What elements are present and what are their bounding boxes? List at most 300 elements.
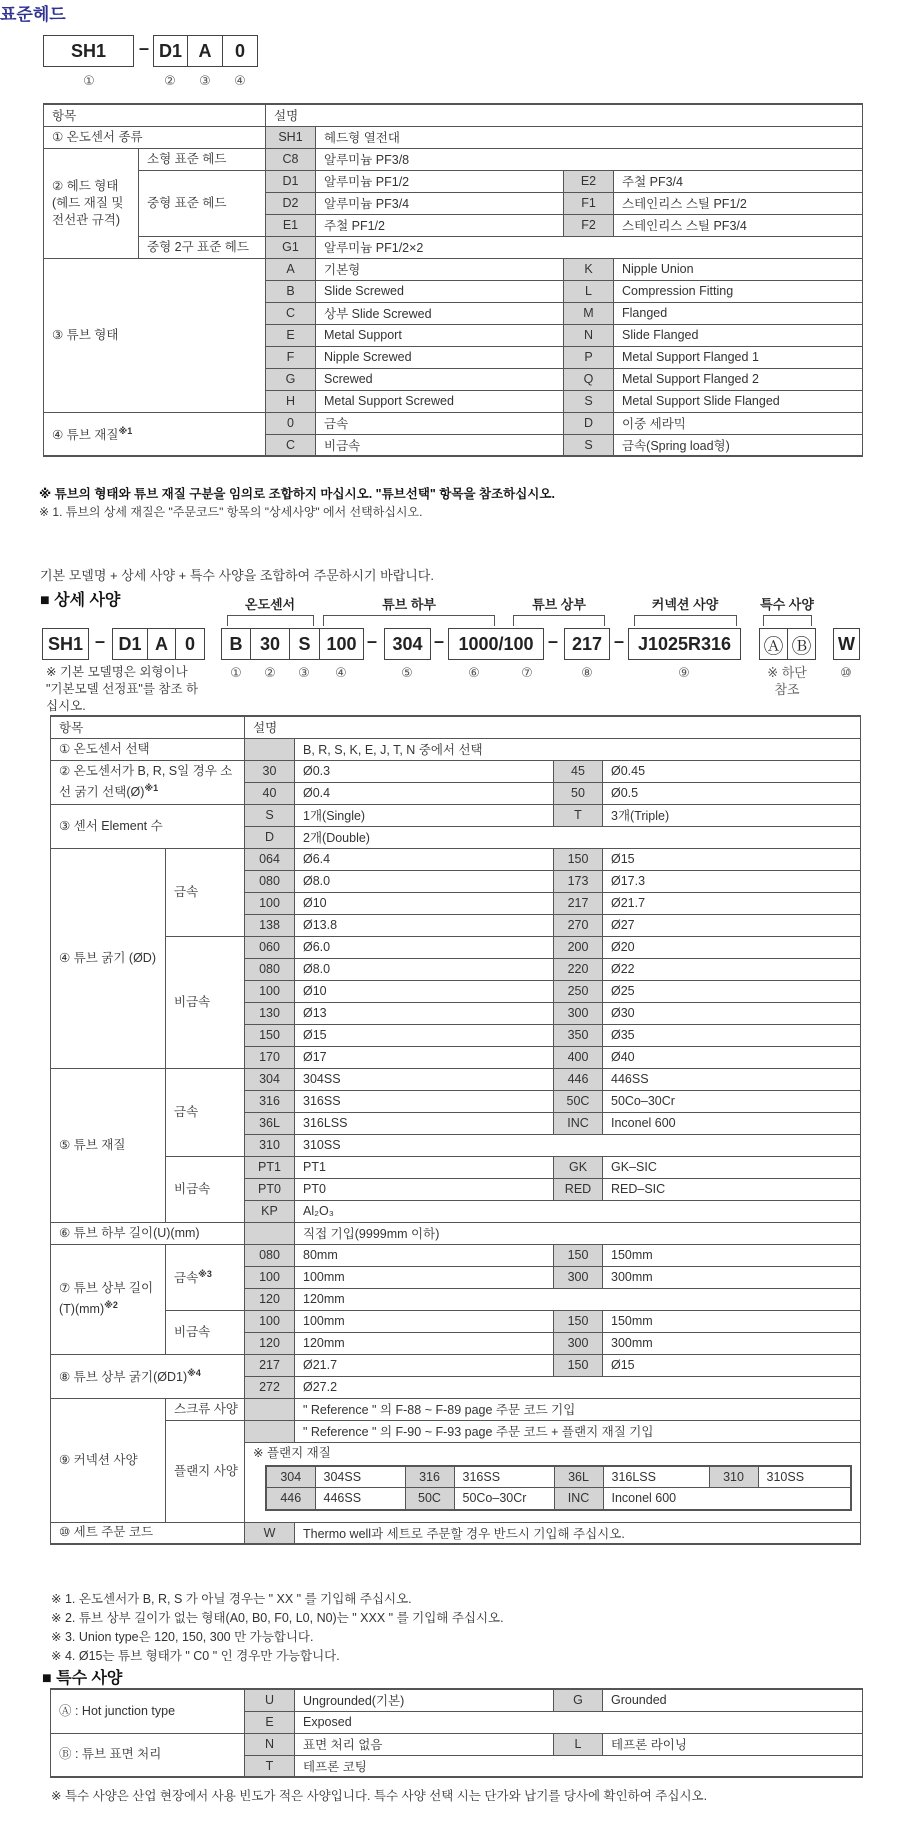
- description-cell: 알루미늄 PF1/2: [316, 170, 564, 192]
- description-cell: Ø21.7: [295, 1354, 554, 1376]
- description-cell: Metal Support Flanged 2: [614, 368, 863, 390]
- description-cell: 표면 처리 없음: [295, 1733, 554, 1755]
- description-cell: 1개(Single): [295, 804, 554, 826]
- code-box-a: A: [187, 35, 223, 67]
- code-cell: 446: [554, 1068, 603, 1090]
- code-dash: –: [139, 38, 150, 58]
- code-cell: C: [266, 302, 316, 324]
- detail-spec-table: [50, 715, 861, 1545]
- code-dash: –: [95, 631, 106, 651]
- item-label-text: ⑩ 세트 주문 코드: [59, 1525, 154, 1540]
- item-label: [51, 738, 245, 760]
- code-box-a: A: [147, 628, 176, 660]
- description-cell: 100mm: [295, 1266, 554, 1288]
- footnote-1: ※ 1. 온도센서가 B, R, S 가 아닐 경우는 " XX " 를 기입해 주십시오.: [51, 1592, 412, 1606]
- item-label-text: ⑥ 튜브 하부 길이(U)(mm): [59, 1225, 200, 1240]
- table1-note-bold: ※ 튜브의 형태와 튜브 재질 구분을 임의로 조합하지 마십시오. "튜브선택" 항목을 참조하십시오.: [39, 487, 555, 501]
- item-label-text: 금속: [174, 1104, 199, 1119]
- code-cell: H: [266, 390, 316, 412]
- description-cell: 스테인리스 스틸 PF1/2: [614, 192, 863, 214]
- code-cell: 080: [245, 958, 295, 980]
- description-cell: Ø15: [603, 848, 861, 870]
- code-box-0: 0: [222, 35, 258, 67]
- item-label: [51, 1244, 166, 1354]
- item-label-text: ② 헤드 형태 (헤드 재질 및 전선관 규격): [52, 178, 124, 227]
- description-cell: 100mm: [295, 1310, 554, 1332]
- code-dash: –: [367, 631, 378, 651]
- table-header-row: [44, 104, 863, 126]
- description-cell: 알루미늄 PF1/2×2: [316, 236, 863, 258]
- item-label: [51, 1398, 166, 1522]
- code-cell: 30: [245, 760, 295, 782]
- description-cell: Ø20: [603, 936, 861, 958]
- code-cell: N: [245, 1733, 295, 1755]
- code-cell: L: [554, 1733, 603, 1755]
- item-label-text: 비금속: [174, 994, 211, 1009]
- index-number: ①: [83, 73, 95, 88]
- code-cell: 400: [554, 1046, 603, 1068]
- code-cell: 316: [405, 1466, 454, 1488]
- item-label-text: ⑧ 튜브 상부 굵기(ØD1): [59, 1370, 188, 1385]
- index-number: ③: [298, 665, 310, 680]
- code-dash: –: [434, 631, 445, 651]
- flange-material-cell: [245, 1442, 861, 1522]
- item-label: [44, 148, 139, 258]
- table-row: [51, 804, 861, 826]
- footnote-marker: ※3: [198, 1269, 212, 1280]
- description-cell: GK–SIC: [603, 1156, 861, 1178]
- item-label: [51, 1354, 245, 1398]
- code-box-set: W: [833, 628, 860, 660]
- code-box-sh1: SH1: [42, 628, 89, 660]
- description-cell: 50Co–30Cr: [603, 1090, 861, 1112]
- item-label: [166, 1420, 245, 1522]
- code-box-d1: D1: [112, 628, 148, 660]
- description-cell: Al₂O₃: [295, 1200, 861, 1222]
- description-cell: Screwed: [316, 368, 564, 390]
- code-cell: 064: [245, 848, 295, 870]
- footnote-marker: ※2: [104, 1299, 118, 1310]
- description-cell: Ø15: [295, 1024, 554, 1046]
- code-cell: 173: [554, 870, 603, 892]
- code-cell: S: [564, 434, 614, 456]
- description-cell: 310SS: [295, 1134, 861, 1156]
- code-cell: E2: [564, 170, 614, 192]
- description-cell: Flanged: [614, 302, 863, 324]
- item-label-text: 소형 표준 헤드: [147, 151, 227, 166]
- description-cell: Ø17: [295, 1046, 554, 1068]
- code-cell: M: [564, 302, 614, 324]
- footnote-marker: ※1: [118, 426, 133, 437]
- index-number: ⑤: [401, 665, 413, 680]
- table-row: [51, 848, 861, 870]
- code-cell: 150: [554, 848, 603, 870]
- table-row: [51, 738, 861, 760]
- item-label-text: 비금속: [174, 1324, 211, 1339]
- item-label: [139, 170, 266, 236]
- detail-heading: ■ 상세 사양: [40, 592, 121, 609]
- description-cell: 알루미늄 PF3/4: [316, 192, 564, 214]
- description-cell: PT1: [295, 1156, 554, 1178]
- description-cell: Ø0.5: [603, 782, 861, 804]
- description-cell: 304SS: [295, 1068, 554, 1090]
- code-cell: 272: [245, 1376, 295, 1398]
- code-cell: 220: [554, 958, 603, 980]
- code-cell: INC: [554, 1488, 603, 1510]
- code-cell: 50C: [405, 1488, 454, 1510]
- table-row: [51, 1156, 861, 1178]
- code-cell: W: [245, 1522, 295, 1544]
- item-label-text: 중형 표준 헤드: [147, 195, 227, 210]
- table-row: [51, 1310, 861, 1332]
- description-cell: Ø22: [603, 958, 861, 980]
- item-label: [44, 126, 266, 148]
- description-cell: Ø6.0: [295, 936, 554, 958]
- code-cell: [245, 1222, 295, 1244]
- code-cell: 217: [554, 892, 603, 914]
- description-cell: Ø27.2: [295, 1376, 861, 1398]
- description-cell: 300mm: [603, 1332, 861, 1354]
- description-cell: Ø10: [295, 980, 554, 1002]
- description-cell: Metal Support: [316, 324, 564, 346]
- description-cell: 기본형: [316, 258, 564, 280]
- bracket: [763, 615, 812, 626]
- code-cell: 45: [554, 760, 603, 782]
- description-cell: 테프론 코팅: [295, 1755, 863, 1777]
- code-cell: 200: [554, 936, 603, 958]
- description-cell: 금속: [316, 412, 564, 434]
- code-cell: PT0: [245, 1178, 295, 1200]
- code-cell: S: [245, 804, 295, 826]
- bracket: [227, 615, 314, 626]
- item-label-text: ⑤ 튜브 재질: [59, 1137, 126, 1152]
- page-title: 표준헤드: [0, 5, 66, 24]
- description-cell: 120mm: [295, 1288, 861, 1310]
- code-cell: E: [266, 324, 316, 346]
- item-label: [139, 236, 266, 258]
- table-row: [44, 258, 863, 280]
- description-cell: Slide Screwed: [316, 280, 564, 302]
- description-cell: 알루미늄 PF3/8: [316, 148, 863, 170]
- code-cell: 0: [266, 412, 316, 434]
- item-label: [166, 1310, 245, 1354]
- footnote-marker: ※4: [187, 1368, 201, 1379]
- code-cell: 300: [554, 1266, 603, 1288]
- description-cell: Ø0.4: [295, 782, 554, 804]
- code-cell: [245, 738, 295, 760]
- table-row: [51, 936, 861, 958]
- code-cell: C8: [266, 148, 316, 170]
- code-cell: F: [266, 346, 316, 368]
- code-cell: [245, 1420, 295, 1442]
- item-label-text: ⑦ 튜브 상부 길이(T)(mm): [59, 1280, 154, 1317]
- footnote-marker: ※1: [144, 782, 159, 793]
- code-cell: 304: [245, 1068, 295, 1090]
- code-cell: 120: [245, 1332, 295, 1354]
- code-cell: K: [564, 258, 614, 280]
- flange-row-item: [266, 1488, 851, 1510]
- item-label: [51, 1222, 245, 1244]
- code-cell: 130: [245, 1002, 295, 1024]
- index-number: ⑧: [581, 665, 593, 680]
- code-cell: SH1: [266, 126, 316, 148]
- standard-head-table: [43, 103, 863, 457]
- item-label: [51, 804, 245, 848]
- code-box-length: 1000/100: [448, 628, 544, 660]
- item-label: [51, 1522, 245, 1544]
- code-cell: 100: [245, 892, 295, 914]
- code-cell: 40: [245, 782, 295, 804]
- code-cell: 150: [554, 1354, 603, 1376]
- code-cell: GK: [554, 1156, 603, 1178]
- code-cell: B: [266, 280, 316, 302]
- table-row: [44, 126, 863, 148]
- description-cell: 310SS: [758, 1466, 851, 1488]
- footnote-3: ※ 3. Union type은 120, 150, 300 만 가능합니다.: [51, 1630, 314, 1644]
- description-cell: 150mm: [603, 1244, 861, 1266]
- header-item: 항목: [51, 716, 245, 738]
- code-cell: A: [266, 258, 316, 280]
- description-cell: " Reference " 의 F-90 ~ F-93 page 주문 코드 + 플랜지 재질 기입: [295, 1420, 861, 1442]
- table-row: [51, 1244, 861, 1266]
- description-cell: " Reference " 의 F-88 ~ F-89 page 주문 코드 기입: [295, 1398, 861, 1420]
- bracket: [323, 615, 495, 626]
- description-cell: 50Co–30Cr: [454, 1488, 554, 1510]
- code-box-sh1: SH1: [43, 35, 134, 67]
- description-cell: 직접 기입(9999mm 이하): [295, 1222, 861, 1244]
- header-description: 설명: [266, 104, 863, 126]
- group-label-special: 특수 사양: [760, 597, 814, 612]
- item-label: [44, 412, 266, 456]
- code-cell: 217: [245, 1354, 295, 1376]
- code-cell: [245, 1398, 295, 1420]
- description-cell: 상부 Slide Screwed: [316, 302, 564, 324]
- footnote-2: ※ 2. 튜브 상부 길이가 없는 형태(A0, B0, F0, L0, N0)는 " XXX " 를 기입해 주십시오.: [51, 1611, 504, 1625]
- code-cell: 300: [554, 1332, 603, 1354]
- flange-material-title: ※ 플랜지 재질: [253, 1445, 331, 1460]
- code-cell: 300: [554, 1002, 603, 1024]
- index-number: ④: [234, 73, 246, 88]
- code-box-d1: D1: [153, 35, 188, 67]
- item-label-text: ③ 튜브 형태: [52, 327, 119, 342]
- code-cell: 270: [554, 914, 603, 936]
- code-cell: G: [266, 368, 316, 390]
- item-label-text: 비금속: [174, 1181, 211, 1196]
- description-cell: Inconel 600: [603, 1488, 851, 1510]
- description-cell: Ø27: [603, 914, 861, 936]
- code-cell: 50: [554, 782, 603, 804]
- code-cell: D1: [266, 170, 316, 192]
- code-cell: 36L: [245, 1112, 295, 1134]
- item-label: [44, 258, 266, 412]
- code-cell: F1: [564, 192, 614, 214]
- code-box-tube-dia: 100: [319, 628, 364, 660]
- code-cell: 100: [245, 980, 295, 1002]
- description-cell: Ø0.3: [295, 760, 554, 782]
- description-cell: Nipple Screwed: [316, 346, 564, 368]
- description-cell: 스테인리스 스틸 PF3/4: [614, 214, 863, 236]
- code-cell: 50C: [554, 1090, 603, 1112]
- item-label-text: ③ 센서 Element 수: [59, 818, 163, 833]
- item-label-text: ② 온도센서가 B, R, S일 경우 소선 굵기 선택(Ø): [59, 763, 233, 800]
- index-number: ⑥: [468, 665, 480, 680]
- item-label-text: 플랜지 사양: [174, 1463, 238, 1478]
- description-cell: 금속(Spring load형): [614, 434, 863, 456]
- table-row: [51, 1733, 863, 1755]
- code-cell: 060: [245, 936, 295, 958]
- footnote-4: ※ 4. Ø15는 튜브 형태가 " C0 " 인 경우만 가능합니다.: [51, 1649, 340, 1663]
- table-row: [51, 760, 861, 782]
- table-row: [44, 170, 863, 192]
- code-cell: 36L: [554, 1466, 603, 1488]
- code-cell: 250: [554, 980, 603, 1002]
- description-cell: 304SS: [315, 1466, 405, 1488]
- description-cell: B, R, S, K, E, J, T, N 중에서 선택: [295, 738, 861, 760]
- code-cell: 150: [554, 1310, 603, 1332]
- intro-text: 기본 모델명 + 상세 사양 + 특수 사양을 조합하여 주문하시기 바랍니다.: [40, 568, 434, 583]
- code-cell: P: [564, 346, 614, 368]
- description-cell: Ø30: [603, 1002, 861, 1024]
- code-cell: 316: [245, 1090, 295, 1112]
- item-label-text: ④ 튜브 굵기 (ØD): [59, 950, 157, 965]
- code-cell: RED: [554, 1178, 603, 1200]
- description-cell: 120mm: [295, 1332, 554, 1354]
- description-cell: 316LSS: [295, 1112, 554, 1134]
- description-cell: 2개(Double): [295, 826, 861, 848]
- code-cell: D2: [266, 192, 316, 214]
- description-cell: 이중 세라믹: [614, 412, 863, 434]
- table-row: [44, 236, 863, 258]
- code-cell: U: [245, 1689, 295, 1711]
- description-cell: Compression Fitting: [614, 280, 863, 302]
- item-label-text: Ⓐ : Hot junction type: [59, 1703, 176, 1718]
- code-dash: –: [614, 631, 625, 651]
- header-item: 항목: [44, 104, 266, 126]
- item-label-text: 스크류 사양: [174, 1401, 238, 1416]
- description-cell: Ø25: [603, 980, 861, 1002]
- item-label: [166, 848, 245, 936]
- description-cell: Slide Flanged: [614, 324, 863, 346]
- description-cell: PT0: [295, 1178, 554, 1200]
- index-number: ①: [230, 665, 242, 680]
- table-header-row: [51, 716, 861, 738]
- description-cell: Ø13: [295, 1002, 554, 1024]
- code-cell: E1: [266, 214, 316, 236]
- item-label: [51, 848, 166, 1068]
- item-label-text: 중형 2구 표준 헤드: [147, 239, 249, 254]
- description-cell: 316SS: [295, 1090, 554, 1112]
- description-cell: 테프론 라이닝: [603, 1733, 863, 1755]
- item-label: [166, 1244, 245, 1310]
- description-cell: Metal Support Flanged 1: [614, 346, 863, 368]
- description-cell: Ø10: [295, 892, 554, 914]
- code-cell: 120: [245, 1288, 295, 1310]
- item-label-text: ① 온도센서 선택: [59, 741, 150, 756]
- code-cell: Q: [564, 368, 614, 390]
- code-box-wire: 30: [250, 628, 290, 660]
- item-label: [166, 1068, 245, 1156]
- flange-row-item: [266, 1466, 851, 1488]
- group-label-connection: 커넥션 사양: [651, 597, 719, 612]
- item-label: [51, 1733, 245, 1777]
- special-spec-table: [50, 1688, 863, 1778]
- code-cell: L: [564, 280, 614, 302]
- special-note: ※ 특수 사양은 산업 현장에서 사용 빈도가 적은 사양입니다. 특수 사양 선택 시는 단가와 납기를 당사에 확인하여 주십시오.: [51, 1789, 708, 1803]
- header-description: 설명: [245, 716, 861, 738]
- group-label-sensor: 온도센서: [244, 597, 296, 612]
- table-row: [51, 1354, 861, 1376]
- table-row: [51, 1522, 861, 1544]
- index-number: ②: [164, 73, 176, 88]
- description-cell: 주철 PF3/4: [614, 170, 863, 192]
- description-cell: Metal Support Screwed: [316, 390, 564, 412]
- code-cell: F2: [564, 214, 614, 236]
- table-row: [51, 1420, 861, 1442]
- item-label: [166, 1156, 245, 1222]
- item-label: [51, 1689, 245, 1733]
- description-cell: 3개(Triple): [603, 804, 861, 826]
- description-cell: Ø8.0: [295, 958, 554, 980]
- bracket: [634, 615, 737, 626]
- item-label: [51, 760, 245, 804]
- description-cell: RED–SIC: [603, 1178, 861, 1200]
- description-cell: 주철 PF1/2: [316, 214, 564, 236]
- code-cell: 446: [266, 1488, 315, 1510]
- table1-note: ※ 1. 튜브의 상세 재질은 "주문코드" 항목의 "상세사양" 에서 선택하십시오.: [39, 505, 423, 519]
- description-cell: Ø21.7: [603, 892, 861, 914]
- description-cell: Exposed: [295, 1711, 863, 1733]
- code-box-element: S: [289, 628, 320, 660]
- code-box-connection: J1025R316: [628, 628, 741, 660]
- code-cell: T: [245, 1755, 295, 1777]
- index-number: ⑨: [678, 665, 690, 680]
- code-cell: 170: [245, 1046, 295, 1068]
- special-heading: ■ 특수 사양: [42, 1670, 123, 1687]
- group-label-lower-tube: 튜브 하부: [382, 597, 436, 612]
- code-cell: 100: [245, 1310, 295, 1332]
- description-cell: 316SS: [454, 1466, 554, 1488]
- description-cell: 316LSS: [603, 1466, 709, 1488]
- index-number: ⑩: [840, 665, 852, 680]
- item-label: [166, 936, 245, 1068]
- index-number: ②: [264, 665, 276, 680]
- description-cell: Ungrounded(기본): [295, 1689, 554, 1711]
- description-cell: Ø15: [603, 1354, 861, 1376]
- item-label: [166, 1398, 245, 1420]
- table-row: [51, 1689, 863, 1711]
- description-cell: Grounded: [603, 1689, 863, 1711]
- item-label-text: Ⓑ : 튜브 표면 처리: [59, 1747, 162, 1762]
- code-cell: 310: [245, 1134, 295, 1156]
- code-cell: E: [245, 1711, 295, 1733]
- code-cell: INC: [554, 1112, 603, 1134]
- bracket: [513, 615, 605, 626]
- item-label-text: ① 온도센서 종류: [52, 129, 143, 144]
- code-cell: 080: [245, 1244, 295, 1266]
- item-label-text: 금속: [174, 884, 199, 899]
- description-cell: Ø35: [603, 1024, 861, 1046]
- code-dash: –: [548, 631, 559, 651]
- description-cell: 446SS: [315, 1488, 405, 1510]
- description-cell: Nipple Union: [614, 258, 863, 280]
- description-cell: 헤드형 열전대: [316, 126, 863, 148]
- description-cell: 150mm: [603, 1310, 861, 1332]
- description-cell: Ø40: [603, 1046, 861, 1068]
- code-box-special-a: Ⓐ: [759, 628, 788, 660]
- index-number: ④: [335, 665, 347, 680]
- description-cell: Ø13.8: [295, 914, 554, 936]
- code-box-special-b: Ⓑ: [787, 628, 816, 660]
